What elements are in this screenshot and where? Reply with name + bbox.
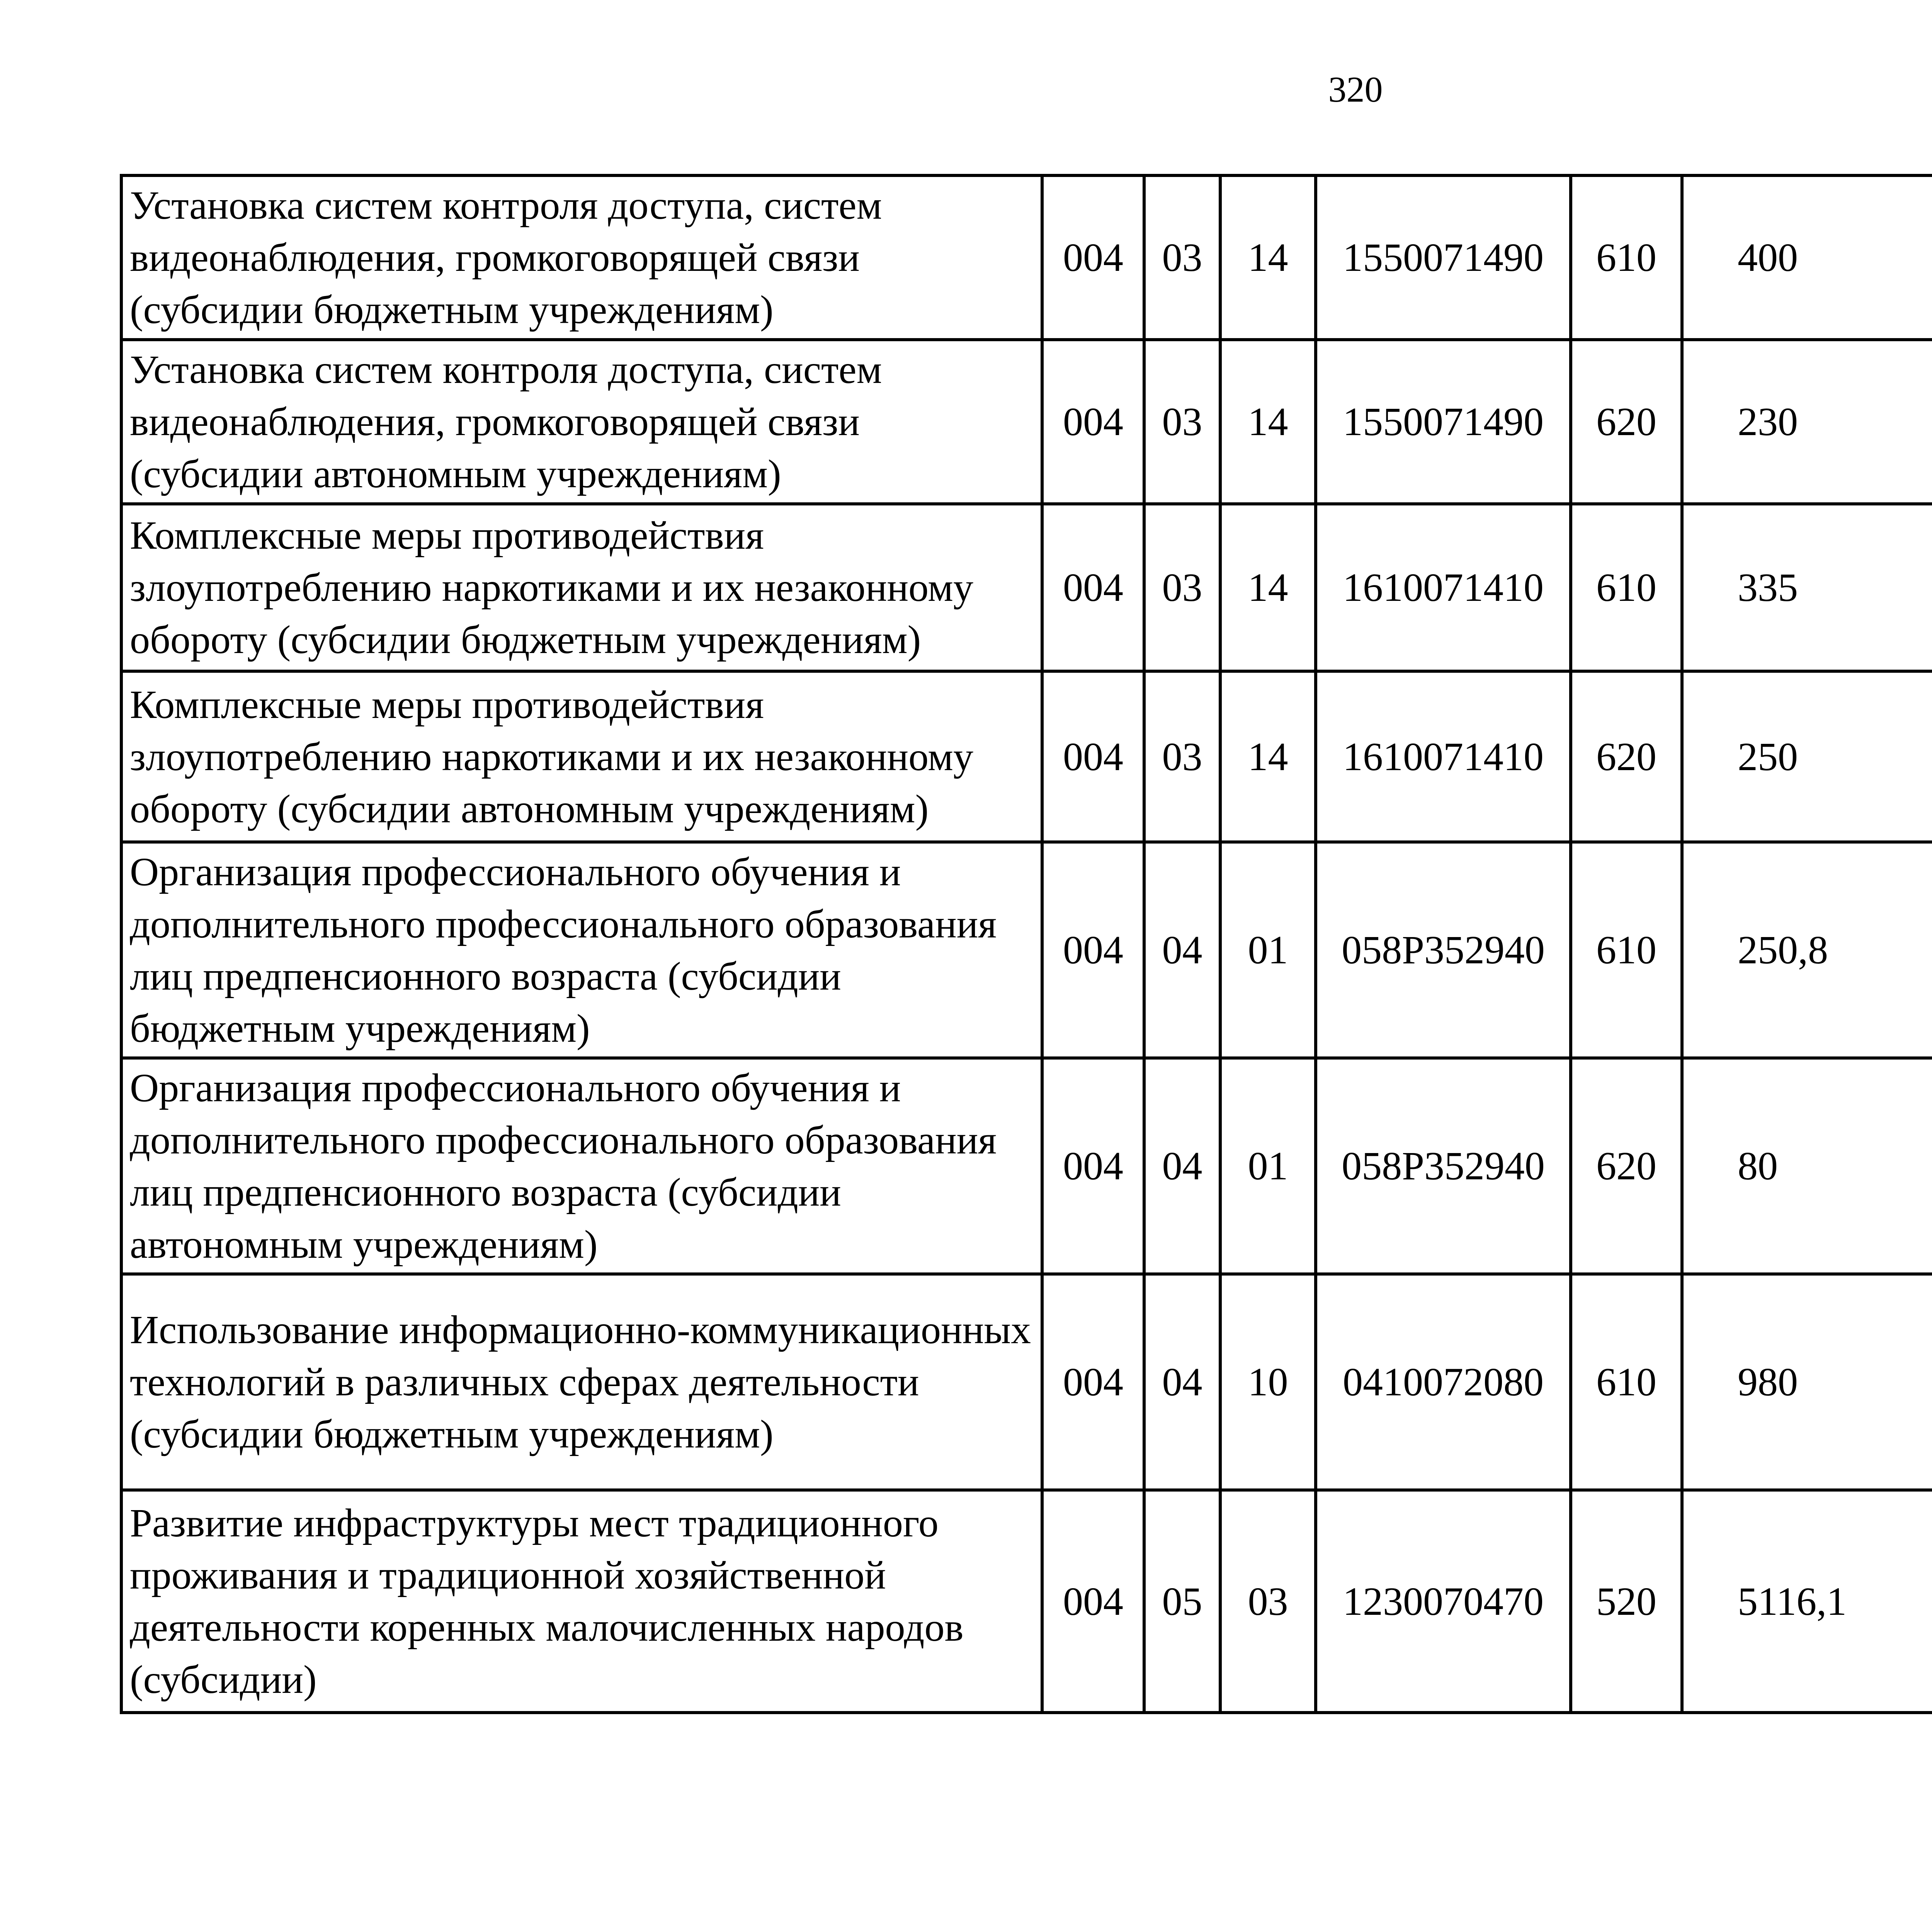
amount-year-1: 5116,1: [1682, 1490, 1932, 1713]
section-code: 04: [1144, 1058, 1220, 1274]
section-code: 04: [1144, 1274, 1220, 1490]
expense-name: Развитие инфраструктуры мест традиционного проживания и традиционной хозяйственной деятельности коренных малочисленных народов (субсидии): [121, 1490, 1042, 1713]
amount-year-1: 250,8: [1682, 842, 1932, 1058]
section-code: 03: [1144, 340, 1220, 504]
department-code: 004: [1042, 340, 1144, 504]
amount-year-1: 80: [1682, 1058, 1932, 1274]
expense-type-code: 620: [1571, 1058, 1682, 1274]
expense-name: Комплексные меры противодействия злоупотреблению наркотиками и их незаконному обороту (субсидии бюджетным учреждениям): [121, 504, 1042, 671]
table-row: [121, 842, 1932, 1058]
table-row: [121, 671, 1932, 842]
expense-type-code: 520: [1571, 1490, 1682, 1713]
department-code: 004: [1042, 842, 1144, 1058]
table-row: [121, 1058, 1932, 1274]
department-code: 004: [1042, 1058, 1144, 1274]
subsection-code: 10: [1220, 1274, 1316, 1490]
table-row: [121, 175, 1932, 340]
expense-name: Установка систем контроля доступа, систем видеонаблюдения, громкоговорящей связи (субсидии автономным учреждениям): [121, 340, 1042, 504]
department-code: 004: [1042, 1490, 1144, 1713]
expense-type-code: 610: [1571, 1274, 1682, 1490]
section-code: 03: [1144, 504, 1220, 671]
department-code: 004: [1042, 175, 1144, 340]
section-code: 05: [1144, 1490, 1220, 1713]
expense-name: Использование информационно-коммуникационных технологий в различных сферах деятельности (субсидии бюджетным учреждениям): [121, 1274, 1042, 1490]
budget-table: [120, 174, 1932, 1714]
expense-type-code: 610: [1571, 175, 1682, 340]
target-article-code: 1610071410: [1316, 504, 1571, 671]
table-row: [121, 1490, 1932, 1713]
target-article-code: 1550071490: [1316, 340, 1571, 504]
table-row: [121, 504, 1932, 671]
target-article-code: 1550071490: [1316, 175, 1571, 340]
subsection-code: 01: [1220, 1058, 1316, 1274]
target-article-code: 0410072080: [1316, 1274, 1571, 1490]
department-code: 004: [1042, 1274, 1144, 1490]
subsection-code: 01: [1220, 842, 1316, 1058]
table-row: [121, 1274, 1932, 1490]
target-article-code: 058P352940: [1316, 842, 1571, 1058]
target-article-code: 1610071410: [1316, 671, 1571, 842]
amount-year-1: 230: [1682, 340, 1932, 504]
amount-year-1: 335: [1682, 504, 1932, 671]
section-code: 03: [1144, 175, 1220, 340]
subsection-code: 03: [1220, 1490, 1316, 1713]
expense-name: Организация профессионального обучения и дополнительного профессионального образования лиц предпенсионного возраста (субсидии бюджетным учреждениям): [121, 842, 1042, 1058]
expense-name: Организация профессионального обучения и дополнительного профессионального образования лиц предпенсионного возраста (субсидии автономным учреждениям): [121, 1058, 1042, 1274]
department-code: 004: [1042, 671, 1144, 842]
expense-type-code: 620: [1571, 340, 1682, 504]
department-code: 004: [1042, 504, 1144, 671]
subsection-code: 14: [1220, 671, 1316, 842]
section-code: 03: [1144, 671, 1220, 842]
expense-name: Комплексные меры противодействия злоупотреблению наркотиками и их незаконному обороту (субсидии автономным учреждениям): [121, 671, 1042, 842]
target-article-code: 058P352940: [1316, 1058, 1571, 1274]
amount-year-1: 400: [1682, 175, 1932, 340]
expense-type-code: 620: [1571, 671, 1682, 842]
expense-type-code: 610: [1571, 842, 1682, 1058]
page-number: 320: [1328, 70, 1383, 110]
amount-year-1: 250: [1682, 671, 1932, 842]
subsection-code: 14: [1220, 504, 1316, 671]
table-row: [121, 340, 1932, 504]
amount-year-1: 980: [1682, 1274, 1932, 1490]
expense-type-code: 610: [1571, 504, 1682, 671]
subsection-code: 14: [1220, 340, 1316, 504]
section-code: 04: [1144, 842, 1220, 1058]
expense-name: Установка систем контроля доступа, систем видеонаблюдения, громкоговорящей связи (субсидии бюджетным учреждениям): [121, 175, 1042, 340]
subsection-code: 14: [1220, 175, 1316, 340]
target-article-code: 1230070470: [1316, 1490, 1571, 1713]
